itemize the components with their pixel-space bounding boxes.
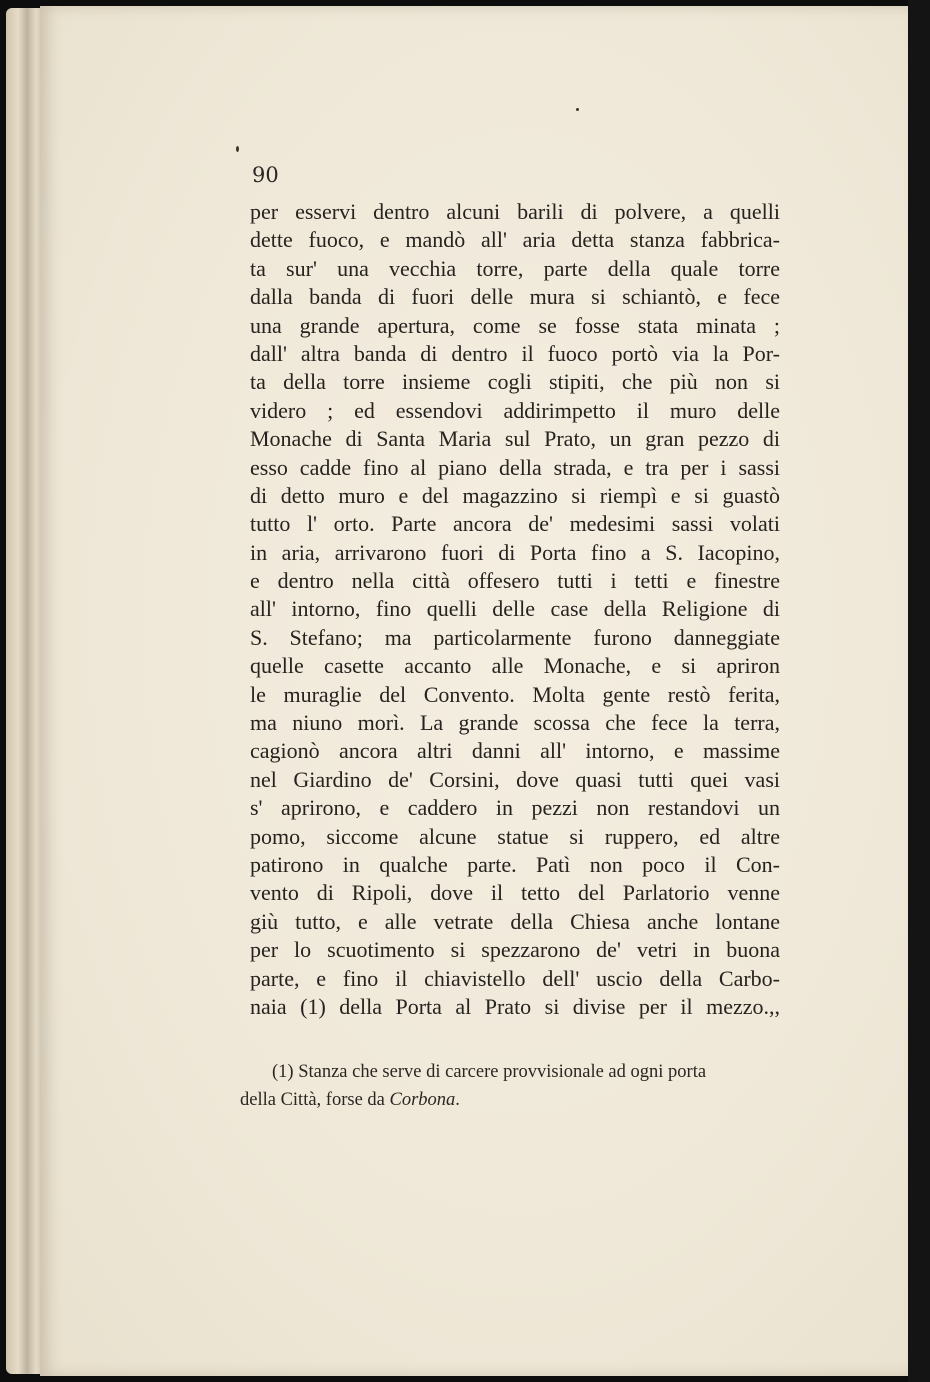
text-line: vento di Ripoli, dove il tetto del Parlatorio venne bbox=[250, 880, 780, 906]
text-line: tutto l' orto. Parte ancora de' medesimi sassi volati bbox=[250, 511, 780, 537]
page-number: 90 bbox=[252, 163, 279, 187]
text-line: dette fuoco, e mandò all' aria detta stanza fabbrica- bbox=[250, 227, 780, 253]
footnote-period: . bbox=[455, 1090, 460, 1110]
ink-speck bbox=[576, 108, 579, 111]
text-line: all' intorno, fino quelli delle case della Religione di bbox=[250, 596, 780, 622]
text-line: S. Stefano; ma particolarmente furono danneggiate bbox=[250, 624, 780, 650]
text-line: ma niuno morì. La grande scossa che fece la terra, bbox=[250, 710, 780, 736]
scan-border bbox=[908, 0, 930, 1382]
text-line: ta della torre insieme cogli stipiti, che più non si bbox=[250, 369, 780, 395]
text-line: giù tutto, e alle vetrate della Chiesa anche lontane bbox=[250, 908, 780, 934]
text-line: videro ; ed essendovi addirimpetto il muro delle bbox=[250, 397, 780, 423]
text-line: di detto muro e del magazzino si riempì e si guastò bbox=[250, 482, 780, 508]
text-line: dalla banda di fuori delle mura si schiantò, e fece bbox=[250, 284, 780, 310]
text-line: per lo scuotimento si spezzarono de' vetri in buona bbox=[250, 937, 780, 963]
text-line: ta sur' una vecchia torre, parte della quale torre bbox=[250, 255, 780, 281]
text-line: esso cadde fino al piano della strada, e tra per i sassi bbox=[250, 454, 780, 480]
footnote-line bbox=[240, 1086, 780, 1114]
footnote-italic-word: Corbona bbox=[389, 1090, 456, 1110]
text-line: s' aprirono, e caddero in pezzi non restandovi un bbox=[250, 795, 780, 821]
text-line: in aria, arrivarono fuori di Porta fino a S. Iacopino, bbox=[250, 539, 780, 565]
text-line: pomo, siccome alcune statue si ruppero, ed altre bbox=[250, 823, 780, 849]
text-line: cagionò ancora altri danni all' intorno, e massime bbox=[250, 738, 780, 764]
text-line: patirono in qualche parte. Patì non poco il Con- bbox=[250, 851, 780, 877]
text-line: parte, e fino il chiavistello dell' uscio della Carbo- bbox=[250, 965, 780, 991]
text-line: Monache di Santa Maria sul Prato, un gran pezzo di bbox=[250, 426, 780, 452]
text-line: quelle casette accanto alle Monache, e si apriron bbox=[250, 653, 780, 679]
text-line: per esservi dentro alcuni barili di polvere, a quelli bbox=[250, 199, 780, 224]
text-line: naia (1) della Porta al Prato si divise per il mezzo.,, bbox=[250, 993, 780, 1019]
footnote-line: (1) Stanza che serve di carcere provvisionale ad ogni porta bbox=[272, 1062, 707, 1082]
text-line: nel Giardino de' Corsini, dove quasi tutti quei vasi bbox=[250, 766, 780, 792]
footnote-text: della Città, forse da bbox=[240, 1090, 390, 1110]
text-line: dall' altra banda di dentro il fuoco portò via la Por- bbox=[250, 340, 780, 366]
text-line: e dentro nella città offesero tutti i tetti e finestre bbox=[250, 568, 780, 594]
body-text bbox=[250, 198, 780, 1021]
text-line: le muraglie del Convento. Molta gente restò ferita, bbox=[250, 681, 780, 707]
text-line: una grande apertura, come se fosse stata minata ; bbox=[250, 312, 780, 338]
footnote bbox=[240, 1058, 780, 1114]
ink-speck bbox=[236, 146, 239, 152]
